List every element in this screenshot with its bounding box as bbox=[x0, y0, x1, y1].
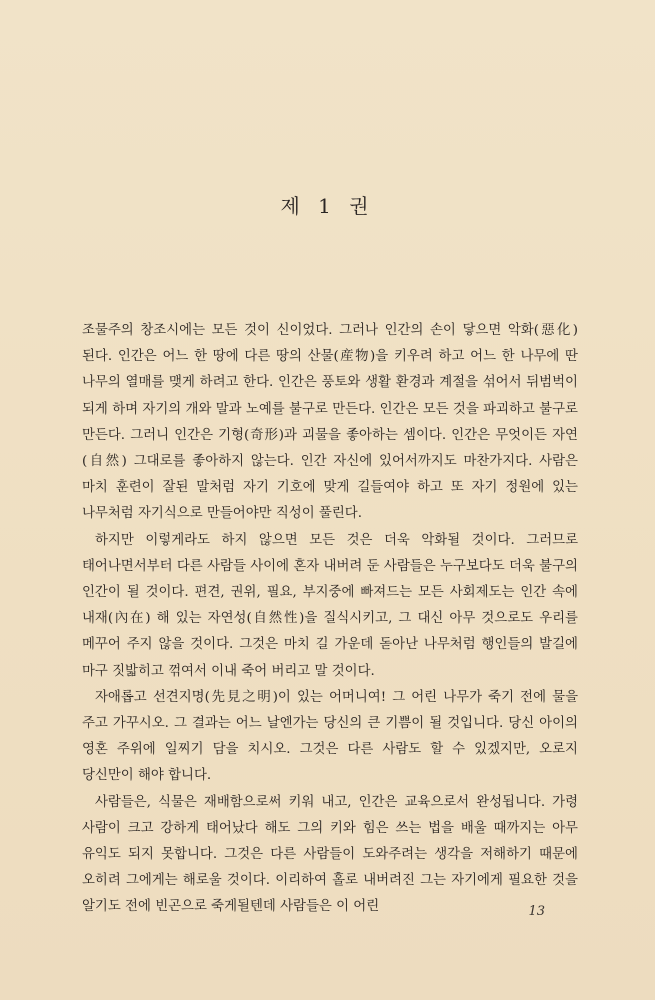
paragraph: 조물주의 창조시에는 모든 것이 신이었다. 그러나 인간의 손이 닿으면 악화(惡化)된다. 인간은 어느 한 땅에 다른 땅의 산물(産物)을 키우려 하고 어느 한 나무에 딴 나무의 열매를 맺게 하려고 한다. 인간은 풍토와 생활 환경과 계절을 섞어서 뒤범벅이 되게 하며 자기의 개와 말과 노예를 불구로 만든다. 인간은 모든 것을 파괴하고 불구로 만든다. 그러니 인간은 기형(奇形)과 괴물을 좋아하는 셈이다. 인간은 무엇이든 자연(自然) 그대로를 좋아하지 않는다. 인간 자신에 있어서까지도 마찬가지다. 사람은 마치 훈련이 잘된 말처럼 자기 기호에 맞게 길들여야 하고 또 자기 정원에 있는 나무처럼 자기식으로 만들어야만 직성이 풀린다. bbox=[82, 323, 578, 522]
body-text bbox=[82, 318, 578, 921]
paragraph: 사람들은, 식물은 재배함으로써 키워 내고, 인간은 교육으로서 완성됩니다. 가령 사람이 크고 강하게 태어났다 해도 그의 키와 힘은 쓰는 법을 배울 때까지는 아무 유익도 되지 못합니다. 그것은 다른 사람들이 도와주려는 생각을 저해하기 때문에 오히려 그에게는 해로울 것이다. 이리하여 홀로 내버려진 그는 자기에게 필요한 것을 알기도 전에 빈곤으로 죽게될텐데 사람들은 이 어린 bbox=[82, 794, 578, 915]
page-number: 13 bbox=[528, 904, 545, 919]
paragraph: 자애롭고 선견지명(先見之明)이 있는 어머니여! 그 어린 나무가 죽기 전에 물을 주고 가꾸시오. 그 결과는 어느 날엔가는 당신의 큰 기쁨이 될 것입니다. 당신 아이의 영혼 주위에 일찌기 담을 치시오. 그것은 다른 사람도 할 수 있겠지만, 오로지 당신만이 해야 합니다. bbox=[82, 689, 578, 784]
paragraph: 하지만 이렇게라도 하지 않으면 모든 것은 더욱 악화될 것이다. 그러므로 태어나면서부터 다른 사람들 사이에 혼자 내버려 둔 사람들은 누구보다도 더욱 불구의 인간이 될 것이다. 편견, 권위, 필요, 부지중에 빠져드는 모든 사회제도는 인간 속에 내재(內在) 해 있는 자연성(自然性)을 질식시키고, 그 대신 아무 것으로도 우리를 메꾸어 주지 않을 것이다. 그것은 마치 길 가운데 돋아난 나무처럼 행인들의 발길에 마구 짓밟히고 꺾여서 이내 죽어 버리고 말 것이다. bbox=[82, 532, 578, 679]
chapter-title: 제 1 권 bbox=[280, 194, 375, 218]
